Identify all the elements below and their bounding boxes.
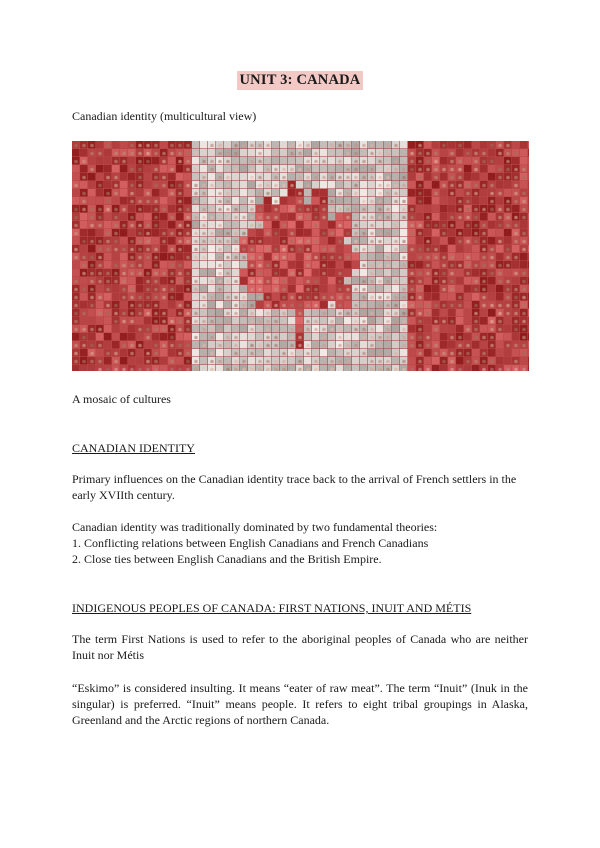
- list-item: 1. Conflicting relations between English Canadians and French Canadians: [72, 536, 429, 550]
- image-caption: A mosaic of cultures: [72, 392, 171, 406]
- paragraph-first-nations: The term First Nations is used to refer to the aboriginal peoples of Canada who are neither Inuit nor Métis: [72, 632, 528, 662]
- section-heading-canadian-identity: CANADIAN IDENTITY: [72, 441, 195, 455]
- canada-flag-mosaic-image: [72, 141, 529, 371]
- paragraph-primary-influences: Primary influences on the Canadian identity trace back to the arrival of French settlers in the early XVIIth century.: [72, 472, 517, 502]
- canada-flag-photo-mosaic-icon: [72, 141, 529, 371]
- paragraph-two-theories: Canadian identity was traditionally dominated by two fundamental theories:: [72, 520, 438, 534]
- paragraph-eskimo-inuit: “Eskimo” is considered insulting. It means “eater of raw meat”. The term “Inuit” (Inuk in the singular) is preferred. “Inuit” means people. It refers to eight tribal groupings in Alaska, Greenland and the Arctic regions of northern Canada.: [72, 681, 528, 727]
- list-item: 2. Close ties between English Canadians and the British Empire.: [72, 552, 382, 566]
- subtitle: Canadian identity (multicultural view): [72, 109, 257, 123]
- section-heading-indigenous-peoples: INDIGENOUS PEOPLES OF CANADA: FIRST NATIONS, INUIT AND MÉTIS: [72, 601, 472, 615]
- page-title: UNIT 3: CANADA: [237, 71, 364, 90]
- title-container: [0, 71, 600, 90]
